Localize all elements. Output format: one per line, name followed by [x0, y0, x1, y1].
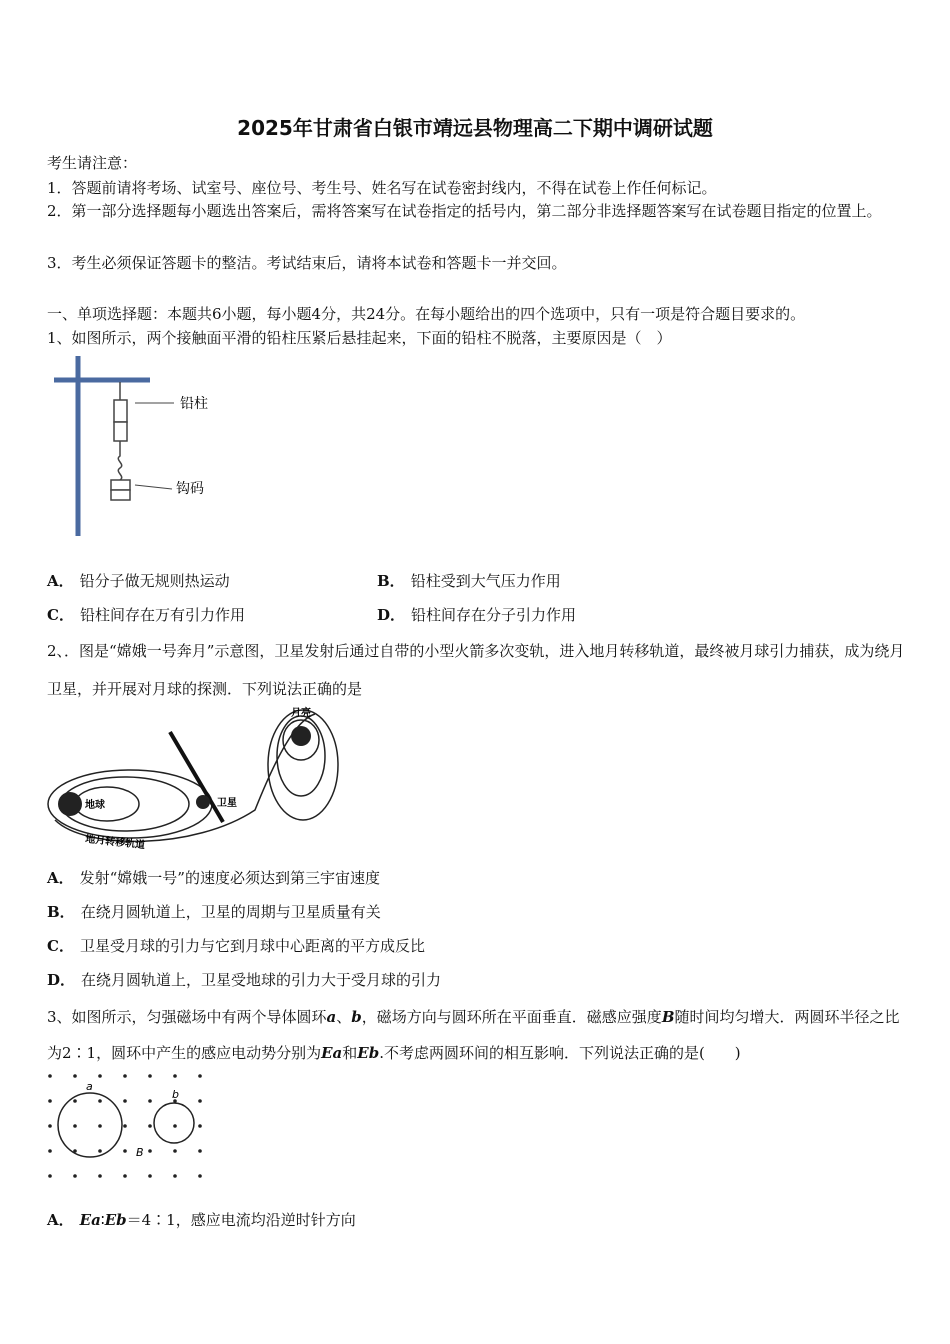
q3-figure [42, 1068, 217, 1183]
field-dot [48, 1099, 52, 1103]
earth-icon [58, 792, 82, 816]
q3-option-a[interactable]: A． Ea∶Eb＝4∶1，感应电流均沿逆时针方向 [47, 1211, 356, 1229]
field-dot [48, 1124, 52, 1128]
label-moon: 月亮 [291, 708, 311, 719]
label-transfer-orbit: 地月转移轨道 [84, 834, 146, 852]
ring-b [154, 1103, 194, 1143]
notice-heading: 考生请注意： [47, 154, 138, 172]
transfer-orbit [55, 714, 315, 841]
hook-icon [118, 441, 121, 480]
weight-block [111, 480, 130, 490]
field-dot [148, 1124, 152, 1128]
field-dot [48, 1074, 52, 1078]
field-dot [148, 1149, 152, 1153]
label-earth: 地球 [85, 800, 105, 811]
label-satellite: 卫星 [217, 798, 237, 809]
field-dot [98, 1124, 102, 1128]
notice-item: 2．第一部分选择题每小题选出答案后，需将答案写在试卷指定的括号内，第二部分非选择题答案写在试卷题目指定的位置上。 [47, 202, 882, 220]
field-dot [198, 1074, 202, 1078]
field-dot [148, 1099, 152, 1103]
q2-option-d[interactable]: D． 在绕月圆轨道上，卫星受地球的引力大于受月球的引力 [47, 971, 442, 989]
q1-option-c[interactable]: C． 铅柱间存在万有引力作用 [47, 606, 245, 624]
q2-figure [45, 700, 355, 860]
section-heading: 一、单项选择题：本题共6小题，每小题4分，共24分。在每小题给出的四个选项中，只有一项是符合题目要求的。 [47, 305, 806, 323]
field-dot [98, 1149, 102, 1153]
field-dot [123, 1174, 127, 1178]
label-lead: 铅柱 [180, 396, 208, 412]
field-dot [198, 1124, 202, 1128]
q2-option-c[interactable]: C． 卫星受月球的引力与它到月球中心距离的平方成反比 [47, 937, 425, 955]
label-weight: 钩码 [176, 481, 204, 497]
field-dot [148, 1074, 152, 1078]
field-dot [148, 1174, 152, 1178]
field-dot [73, 1074, 77, 1078]
field-dot [73, 1124, 77, 1128]
question-2-stem: 2、．图是“嫦娥一号奔月”示意图，卫星发射后通过自带的小型火箭多次变轨，进入地月转移轨道，最终被月球引力捕获，成为绕月卫星，并开展对月球的探测．下列说法正确的是 [47, 642, 905, 698]
q2-option-b[interactable]: B． 在绕月圆轨道上，卫星的周期与卫星质量有关 [47, 903, 381, 921]
q1-option-a[interactable]: A． 铅分子做无规则热运动 [47, 572, 230, 590]
field-dot [123, 1074, 127, 1078]
label-a: a [86, 1080, 93, 1093]
question-1-stem: 1、如图所示，两个接触面平滑的铅柱压紧后悬挂起来，下面的铅柱不脱落，主要原因是（ ） [47, 329, 672, 347]
question-3-stem: 3、如图所示，匀强磁场中有两个导体圆环a、b，磁场方向与圆环所在平面垂直．磁感应强度B随时间均匀增大．两圆环半径之比为2∶1，圆环中产生的感应电动势分别为Ea和Eb.不考虑两圆环间的相互影响．下列说法正确的是( ) [47, 1008, 900, 1062]
field-dot [98, 1174, 102, 1178]
notice-item: 3．考生必须保证答题卡的整洁。考试结束后，请将本试卷和答题卡一并交回。 [47, 254, 567, 272]
field-dot [73, 1174, 77, 1178]
lead-cylinder-lower [114, 422, 127, 441]
field-dot [123, 1124, 127, 1128]
q1-option-b[interactable]: B． 铅柱受到大气压力作用 [377, 572, 561, 590]
field-dot [173, 1124, 177, 1128]
field-dot [173, 1149, 177, 1153]
weight-block [111, 490, 130, 500]
page-title: 2025年甘肃省白银市靖远县物理高二下期中调研试题 [237, 116, 713, 140]
lead-cylinder-upper [114, 400, 127, 422]
field-dot [48, 1149, 52, 1153]
field-dot [123, 1149, 127, 1153]
field-dot [123, 1099, 127, 1103]
field-dot [98, 1099, 102, 1103]
field-dot [198, 1174, 202, 1178]
field-dot [48, 1174, 52, 1178]
notice-item: 1．答题前请将考场、试室号、座位号、考生号、姓名写在试卷密封线内，不得在试卷上作任何标记。 [47, 179, 717, 197]
q1-figure [50, 352, 230, 542]
field-dot [198, 1149, 202, 1153]
label-B: B [136, 1146, 144, 1159]
field-dot [73, 1099, 77, 1103]
moon-icon [291, 726, 311, 746]
q2-option-a[interactable]: A． 发射“嫦娥一号”的速度必须达到第三宇宙速度 [47, 869, 380, 887]
label-b: b [172, 1088, 179, 1101]
field-dot [173, 1174, 177, 1178]
ring-a [58, 1093, 122, 1157]
field-dot [173, 1074, 177, 1078]
q1-option-d[interactable]: D． 铅柱间存在分子引力作用 [377, 606, 577, 624]
field-dot [98, 1074, 102, 1078]
satellite-icon [196, 795, 210, 809]
field-dot [198, 1099, 202, 1103]
